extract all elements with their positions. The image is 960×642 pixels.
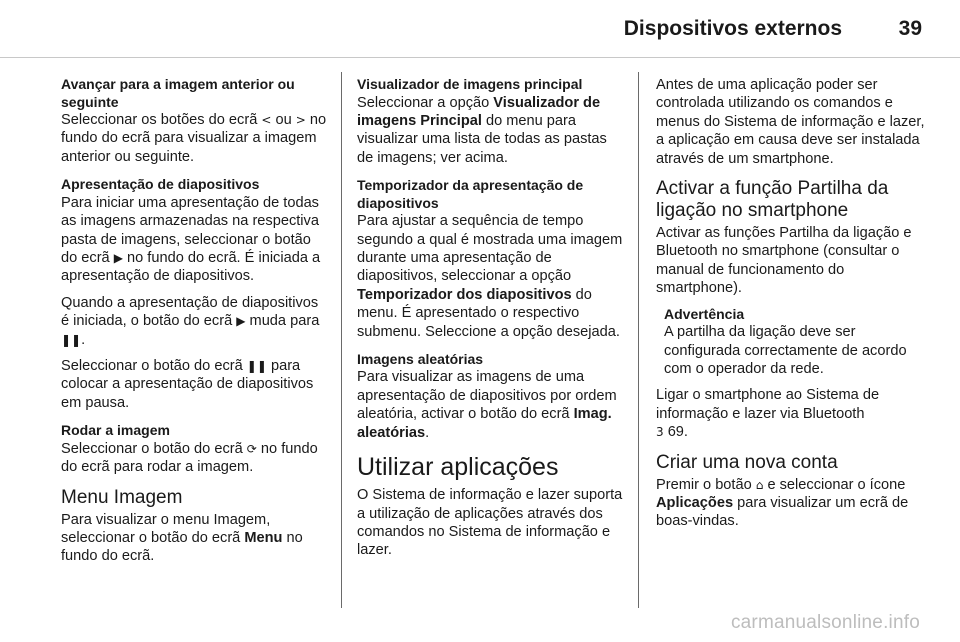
section-slideshow-timer (357, 177, 625, 341)
text: Seleccionar os botões do ecrã (61, 112, 262, 128)
paragraph (61, 294, 329, 349)
section-title: Avançar para a imagem anterior ou seguinte (61, 76, 295, 110)
text: Premir o botão (656, 476, 756, 493)
header-rule (0, 57, 960, 58)
column-2 (357, 76, 625, 570)
play-icon: ▶ (236, 314, 246, 329)
home-icon: ⌂ (755, 477, 764, 492)
paragraph (61, 440, 329, 477)
note-box (656, 306, 926, 379)
option-label: Visualizador de imagens Principal (357, 94, 601, 129)
rotate-icon: ⟳ (246, 441, 257, 456)
text: Ligar o smartphone ao Sistema de informação e lazer via Bluetooth (656, 387, 880, 422)
text: no fundo do ecrã. (61, 529, 303, 565)
page-reference: 69. (663, 424, 688, 441)
paragraph: O Sistema de informação e lazer suporta a utilização de aplicações através dos comandos no Sistema de informação e lazer. (357, 487, 623, 559)
text: . (425, 424, 430, 441)
paragraph (656, 386, 926, 441)
text: do menu para visualizar uma lista de todas as pastas de imagens; ver acima. (357, 112, 607, 166)
text: Quando a apresentação de diapositivos é iniciada, o botão do ecrã (61, 294, 319, 330)
text: Seleccionar a opção (357, 94, 494, 111)
section-title: Temporizador da apresentação de diapositivos (357, 177, 584, 211)
text: Para visualizar as imagens de uma apresentação de diapositivos por ordem aleatória, activar o botão do ecrã (357, 369, 617, 423)
section-shuffle (357, 351, 625, 442)
section-connection-sharing (656, 178, 926, 442)
text: no fundo do ecrã para rodar a imagem. (61, 440, 318, 476)
text: do menu. É apresentado o respectivo submenu. Seleccione a opção desejada. (357, 286, 620, 340)
column-3 (656, 76, 926, 541)
text: Seleccionar o botão do ecrã (61, 357, 247, 374)
play-icon: ▶ (113, 250, 123, 265)
section-heading: Activar a função Partilha da ligação no smartphone (656, 178, 889, 222)
text: para visualizar um ecrã de boas-vindas. (656, 495, 909, 530)
section-title: Rodar a imagem (61, 422, 170, 439)
text: para colocar a apresentação de diapositivos em pausa. (61, 357, 314, 411)
text: apresentação de diapositivos. (61, 268, 255, 285)
section-heading: Criar uma nova conta (656, 451, 838, 473)
text: Para iniciar uma apresentação de todas as imagens armazenadas na respectiva pasta de imagens, seleccionar o botão do ecrã (61, 194, 319, 266)
menu-label: Menu (244, 529, 283, 546)
page-header (0, 0, 960, 58)
column-divider-2 (638, 72, 639, 608)
option-label: Temporizador dos diapositivos (357, 286, 572, 303)
section-title: Visualizador de imagens principal (357, 76, 583, 92)
section-title: Imagens aleatórias (357, 350, 484, 367)
text: ou (271, 112, 296, 128)
text: Para visualizar o menu Imagem, seleccionar o botão do ecrã (61, 511, 271, 546)
text: . (81, 331, 86, 348)
section-rotate (61, 422, 329, 476)
section-new-account (656, 452, 926, 531)
section-heading: Menu Imagem (61, 486, 183, 508)
chevron-right-icon: > (295, 113, 306, 127)
pause-icon: ❚❚ (246, 358, 267, 373)
option-label: Imag. aleatórias (357, 406, 612, 441)
text: no fundo do ecrã. É iniciada a (122, 249, 321, 266)
option-label: Aplicações (656, 495, 734, 511)
section-slideshow (61, 176, 329, 412)
section-title: Apresentação de diapositivos (61, 176, 260, 193)
page-number: 39 (898, 17, 922, 40)
section-use-apps (357, 452, 625, 560)
paragraph (357, 368, 625, 442)
paragraph (61, 357, 329, 412)
section-prev-next (61, 76, 329, 166)
paragraph: Antes de uma aplicação poder ser controlada utilizando os comandos e menus do Sistema de informação e lazer, a aplicação em causa deve ser instalada através de um smartphone. (656, 77, 925, 167)
text: Para ajustar a sequência de tempo segundo a qual é mostrada uma imagem durante uma apresentação de diapositivos, seleccionar a opção (357, 213, 623, 285)
pause-icon: ❚❚ (61, 332, 82, 347)
note-text: A partilha da ligação deve ser configurada correctamente de acordo com o operador da rede. (664, 324, 907, 377)
paragraph (61, 511, 329, 566)
section-menu-image (61, 487, 329, 566)
paragraph (357, 94, 625, 168)
paragraph (61, 111, 329, 166)
section-main-viewer (357, 76, 625, 167)
page-title: Dispositivos externos (623, 17, 842, 40)
chapter-heading: Utilizar aplicações (357, 453, 559, 482)
text: no fundo do ecrã para visualizar a imagem anterior ou seguinte. (61, 112, 327, 165)
text: Seleccionar o botão do ecrã (61, 440, 247, 457)
watermark: carmanualsonline.info (730, 612, 920, 633)
text: muda para (245, 313, 320, 330)
column-1 (61, 76, 329, 576)
chevron-left-icon: < (261, 113, 272, 127)
column-divider-1 (341, 72, 342, 608)
text: e seleccionar o ícone (763, 476, 906, 493)
paragraph (656, 476, 926, 531)
page-reference-icon: 3 (656, 425, 664, 440)
paragraph: Activar as funções Partilha da ligação e Bluetooth no smartphone (consultar o manual de funcionamento do smartphone). (656, 225, 912, 297)
paragraph (357, 212, 625, 341)
note-title: Advertência (664, 305, 745, 322)
paragraph (61, 194, 329, 286)
